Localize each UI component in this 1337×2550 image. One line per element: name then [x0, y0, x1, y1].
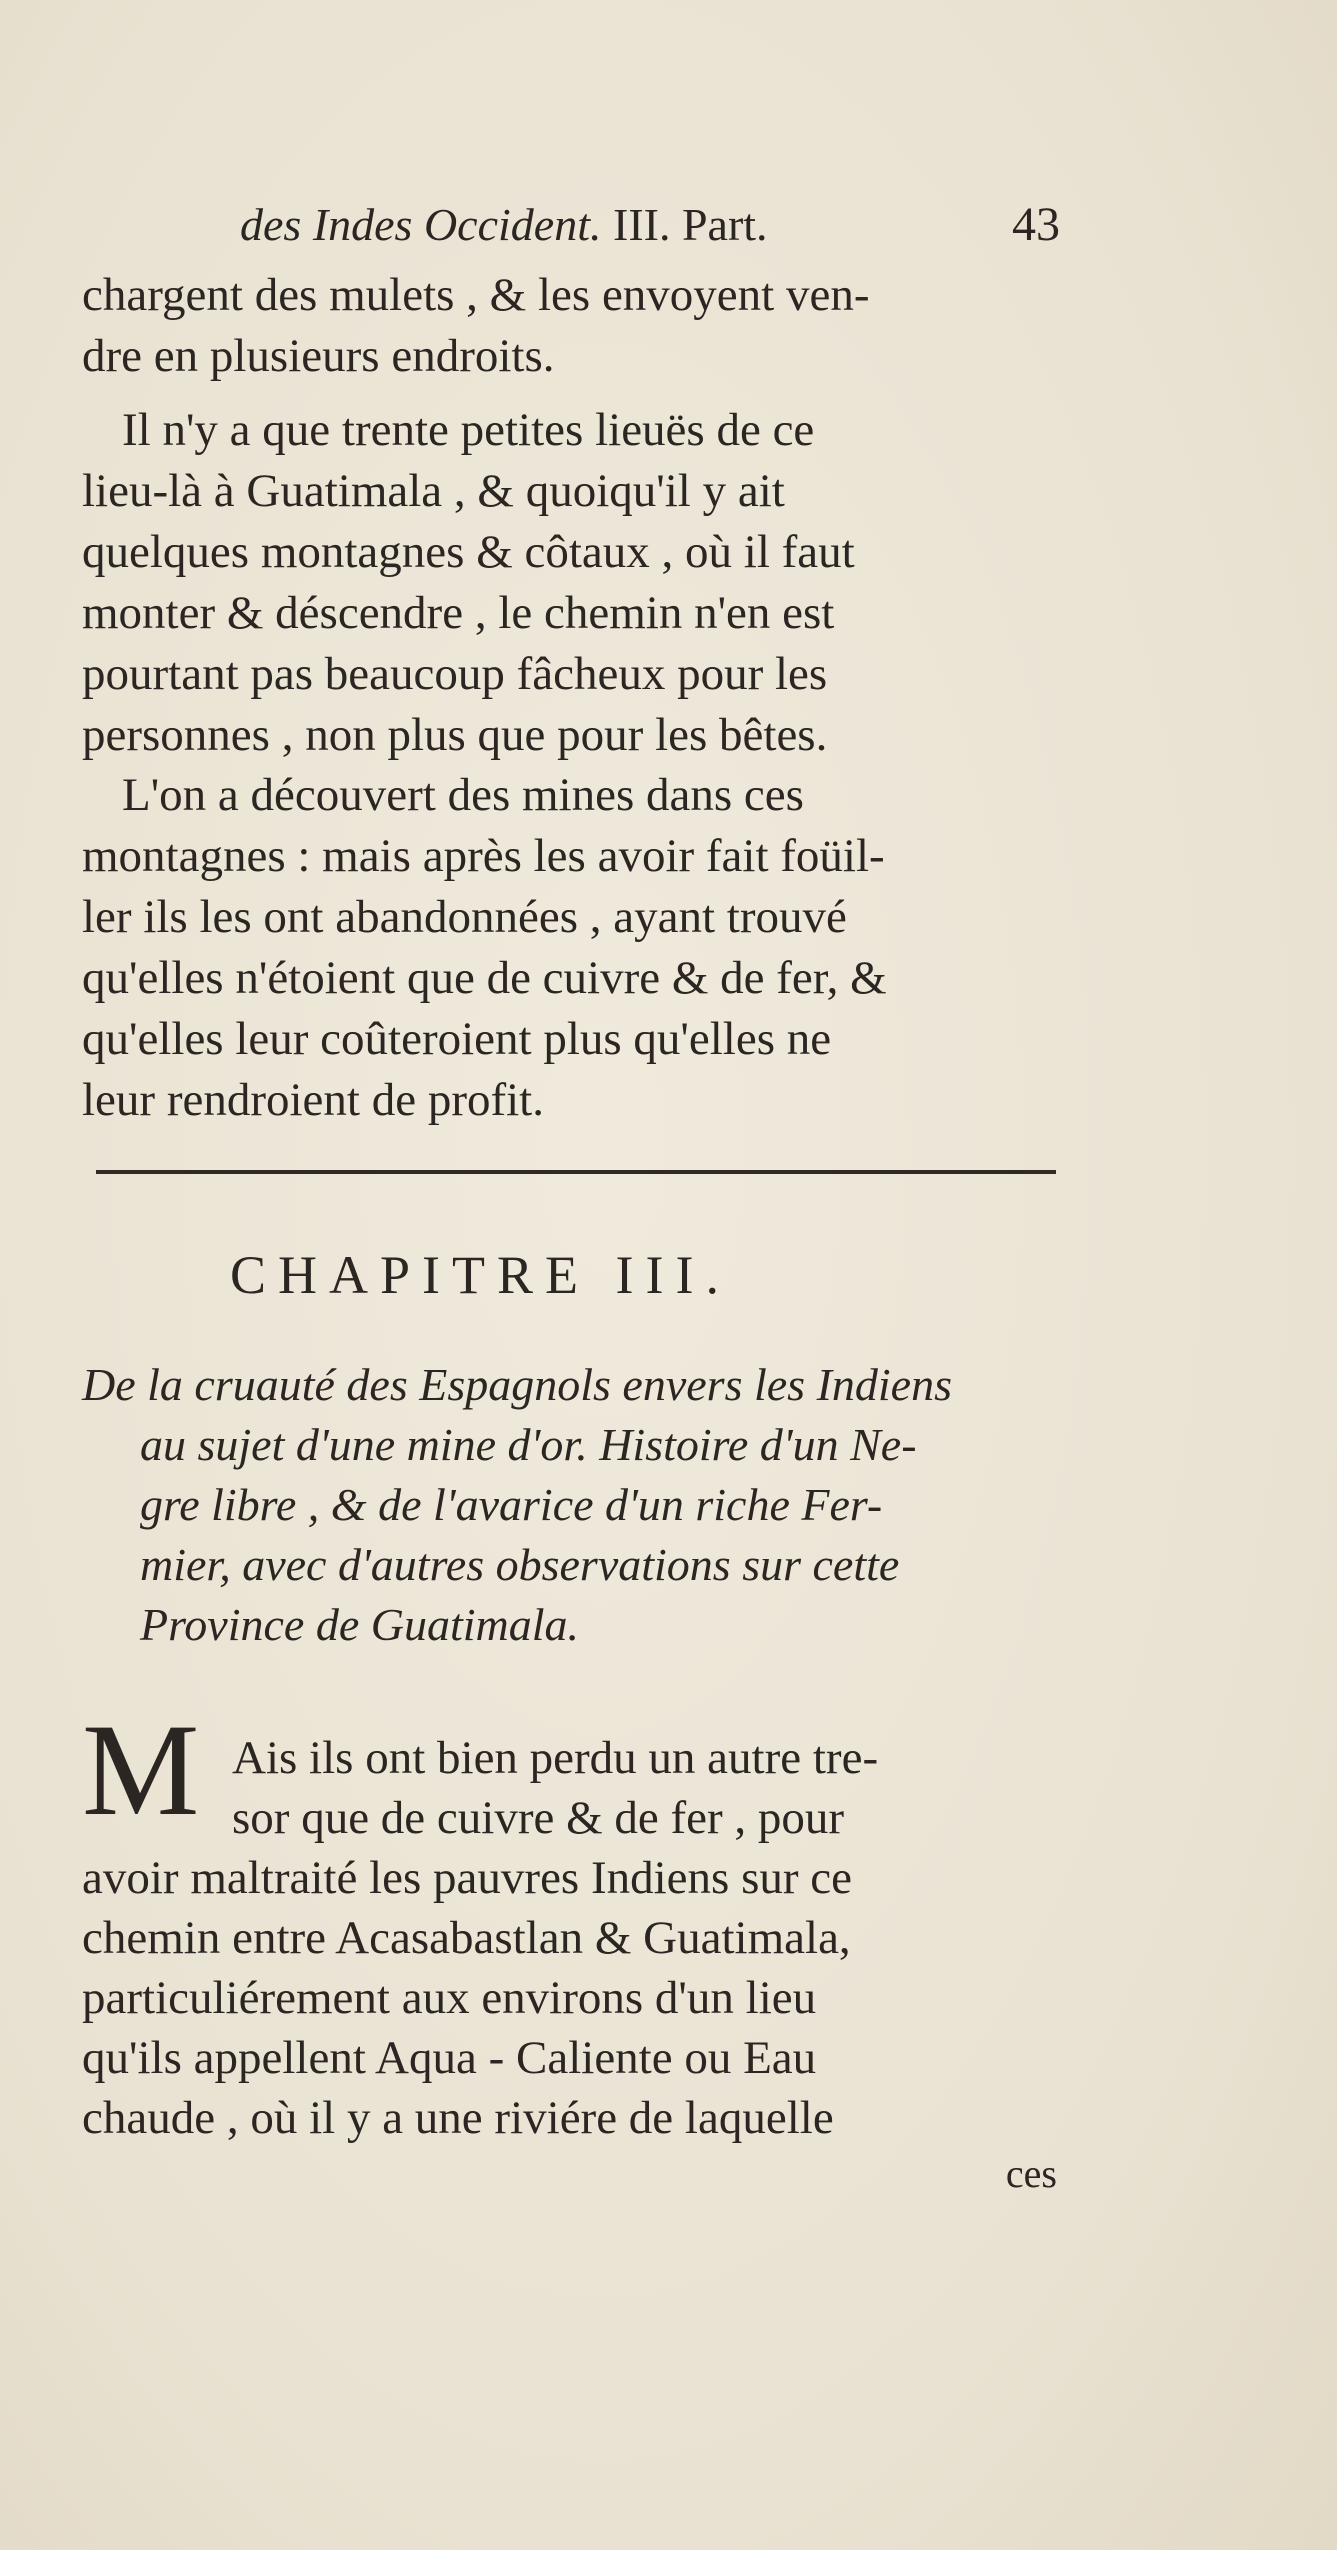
- catchword: ces: [1005, 2151, 1057, 2196]
- text-line: montagnes : mais après les avoir fait foüil-: [82, 830, 885, 882]
- text-line: qu'ils appellent Aqua - Caliente ou Eau: [82, 2032, 817, 2084]
- text-line: ler ils les ont abandonnées , ayant trouvé: [82, 891, 847, 943]
- running-title-text: des Indes Occident.: [240, 199, 602, 250]
- paragraph-continuation: [82, 265, 1058, 387]
- paragraph-distance: [82, 400, 1058, 766]
- text-line: chemin entre Acasabastlan & Guatimala,: [82, 1912, 851, 1964]
- text-line: quelques montagnes & côtaux , où il faut: [82, 526, 855, 578]
- section-divider: [96, 1170, 1056, 1174]
- text-line: particuliérement aux environs d'un lieu: [82, 1972, 817, 2024]
- text-line: chaude , où il y a une riviére de laquelle: [82, 2092, 834, 2144]
- text-line: chargent des mulets , & les envoyent ven-: [82, 269, 870, 321]
- paragraph-chapter-opening: [82, 1728, 1058, 2148]
- text-line: personnes , non plus que pour les bêtes.: [82, 709, 828, 761]
- text-line: lieu-là à Guatimala , & quoiqu'il y ait: [82, 465, 785, 517]
- text-line: avoir maltraité les pauvres Indiens sur ce: [82, 1852, 852, 1904]
- running-header: [240, 195, 1060, 255]
- text-line: monter & déscendre , le chemin n'en est: [82, 587, 835, 639]
- summary-line: mier, avec d'autres observations sur cette: [140, 1539, 900, 1590]
- chapter-heading: CHAPITRE III.: [230, 1245, 731, 1305]
- drop-cap: M: [82, 1696, 200, 1843]
- summary-line: De la cruauté des Espagnols envers les Indiens: [82, 1359, 953, 1410]
- chapter-summary: [82, 1355, 1058, 1655]
- text-line: leur rendroient de profit.: [82, 1074, 544, 1126]
- text-line: qu'elles leur coûteroient plus qu'elles ne: [82, 1013, 832, 1065]
- text-line: L'on a découvert des mines dans ces: [122, 769, 804, 821]
- summary-line: gre libre , & de l'avarice d'un riche Fer-: [140, 1479, 883, 1530]
- page-number: 43: [1012, 198, 1060, 251]
- paragraph-mines: [82, 765, 1058, 1131]
- text-line: Ais ils ont bien perdu un autre tre-: [232, 1732, 879, 1784]
- text-line: qu'elles n'étoient que de cuivre & de fer, &: [82, 952, 887, 1004]
- summary-line: au sujet d'une mine d'or. Histoire d'un Ne-: [140, 1419, 917, 1470]
- summary-line: Province de Guatimala.: [140, 1599, 580, 1650]
- text-line: pourtant pas beaucoup fâcheux pour les: [82, 648, 828, 700]
- running-title: [240, 195, 768, 255]
- text-line: dre en plusieurs endroits.: [82, 330, 555, 382]
- text-line: Il n'y a que trente petites lieuës de ce: [122, 404, 815, 456]
- part-label: III. Part.: [613, 199, 768, 250]
- text-line: sor que de cuivre & de fer , pour: [232, 1792, 845, 1844]
